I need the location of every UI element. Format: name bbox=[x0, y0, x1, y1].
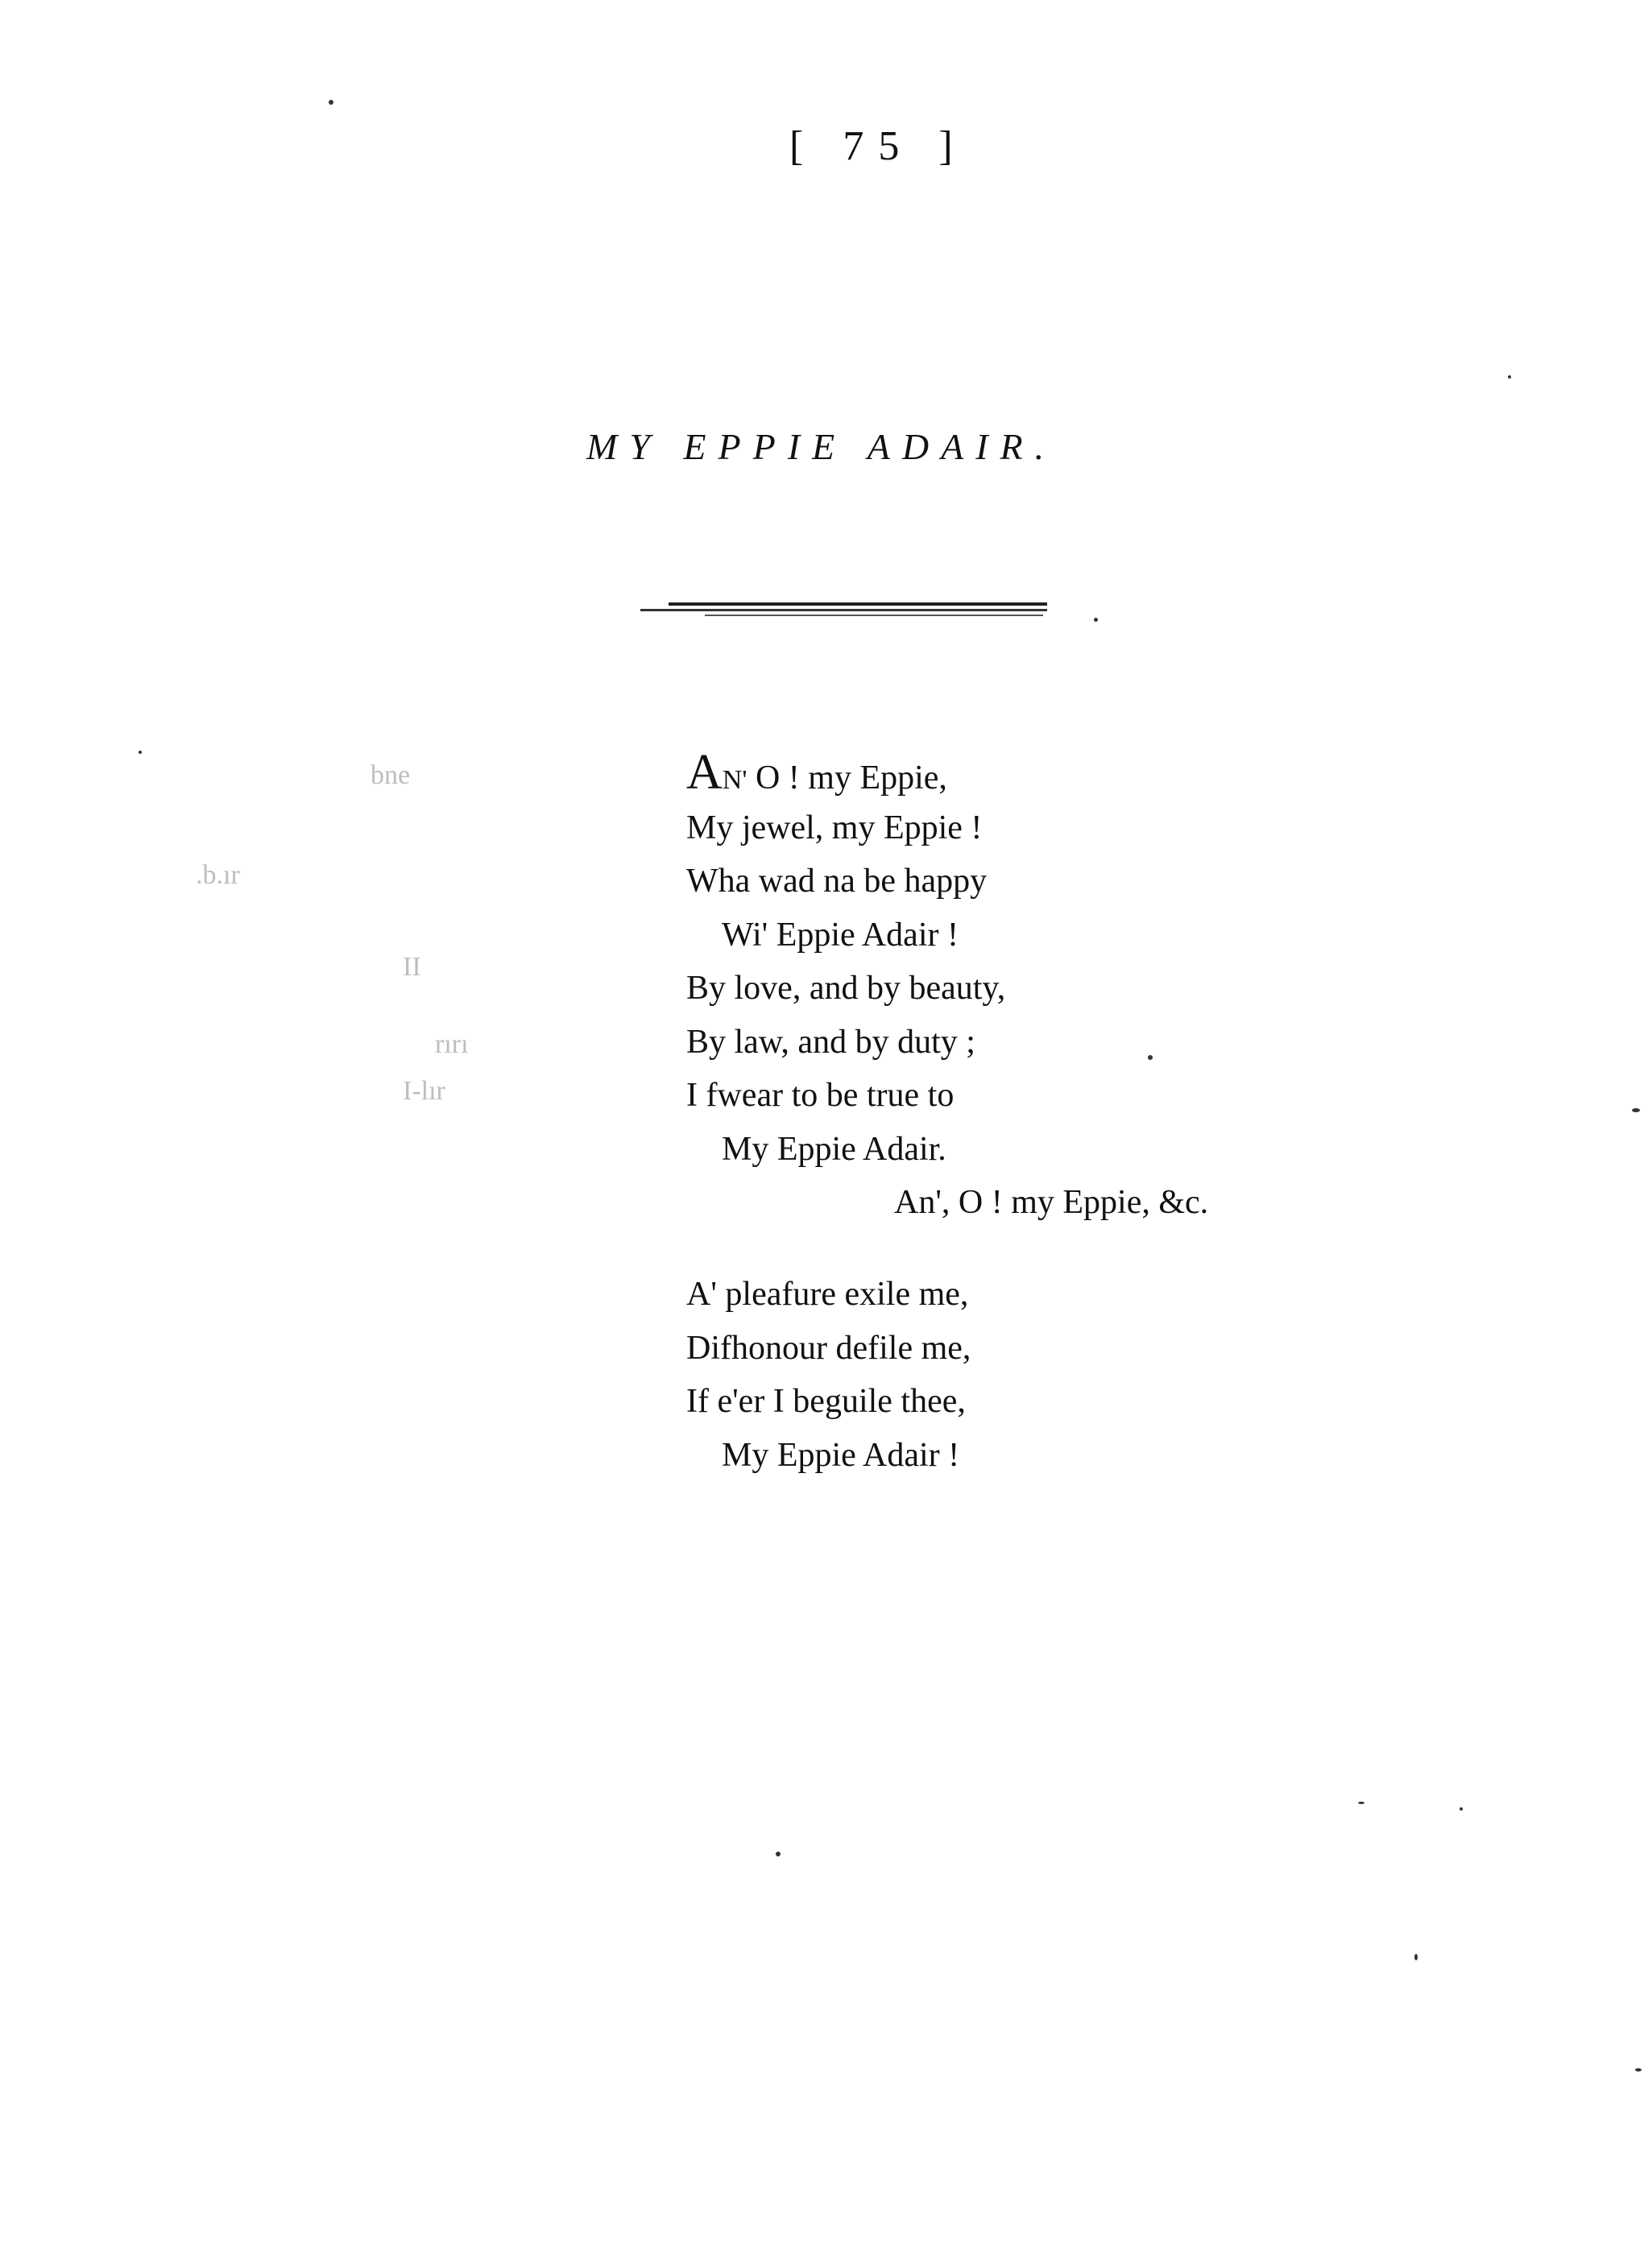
ink-speck bbox=[1632, 1108, 1640, 1112]
verse-line-6: By law, and by duty ; bbox=[686, 1023, 975, 1061]
verse-line-7: I fwear to be true to bbox=[686, 1077, 955, 1114]
rule-line-middle bbox=[640, 609, 1047, 611]
bleed-through-text: .b.ır bbox=[196, 860, 240, 890]
ink-speck bbox=[1148, 1055, 1153, 1060]
stanza-1 bbox=[686, 747, 1298, 1230]
ink-speck bbox=[139, 751, 142, 754]
verse-line-2: My jewel, my Eppie ! bbox=[686, 809, 983, 846]
drop-cap: A bbox=[686, 745, 723, 800]
ink-speck bbox=[329, 100, 333, 105]
ink-speck bbox=[1414, 1954, 1418, 1960]
verse-line-8: My Eppie Adair. bbox=[722, 1130, 946, 1168]
bleed-through-text: rırı bbox=[435, 1029, 469, 1059]
verse-line-1: A' pleafure exile me, bbox=[686, 1276, 969, 1313]
verse-line-1 bbox=[686, 747, 1298, 801]
chorus-reference: An', O ! my Eppie, &c. bbox=[894, 1184, 1209, 1221]
verse-line-3: If e'er I beguile thee, bbox=[686, 1383, 966, 1420]
small-caps: N' bbox=[722, 765, 747, 795]
bleed-through-text: bne bbox=[371, 760, 411, 790]
bleed-through-text: I-lır bbox=[403, 1076, 445, 1106]
decorative-rule bbox=[640, 602, 1051, 620]
verse-line-4: Wi' Eppie Adair ! bbox=[722, 916, 959, 954]
verse-line-2: Difhonour defile me, bbox=[686, 1329, 971, 1367]
bleed-through-text: II bbox=[403, 952, 421, 982]
verse-line-5: By love, and by beauty, bbox=[686, 970, 1006, 1007]
verse-line-3: Wha wad na be happy bbox=[686, 863, 988, 900]
ink-speck bbox=[1358, 1802, 1364, 1804]
ink-speck bbox=[1508, 375, 1511, 379]
verse-text: O ! my Eppie, bbox=[747, 759, 947, 797]
verse-line-4: My Eppie Adair ! bbox=[722, 1436, 960, 1474]
poem-title: MY EPPIE ADAIR. bbox=[586, 426, 1057, 467]
ink-speck bbox=[776, 1852, 781, 1856]
rule-line-bottom bbox=[705, 615, 1043, 616]
ink-speck bbox=[1635, 2068, 1642, 2071]
rule-line-top bbox=[669, 602, 1047, 606]
ink-speck bbox=[1094, 618, 1098, 622]
ink-speck bbox=[1460, 1807, 1463, 1811]
page-number: [ 75 ] bbox=[789, 123, 967, 169]
stanza-2 bbox=[686, 1268, 1298, 1482]
